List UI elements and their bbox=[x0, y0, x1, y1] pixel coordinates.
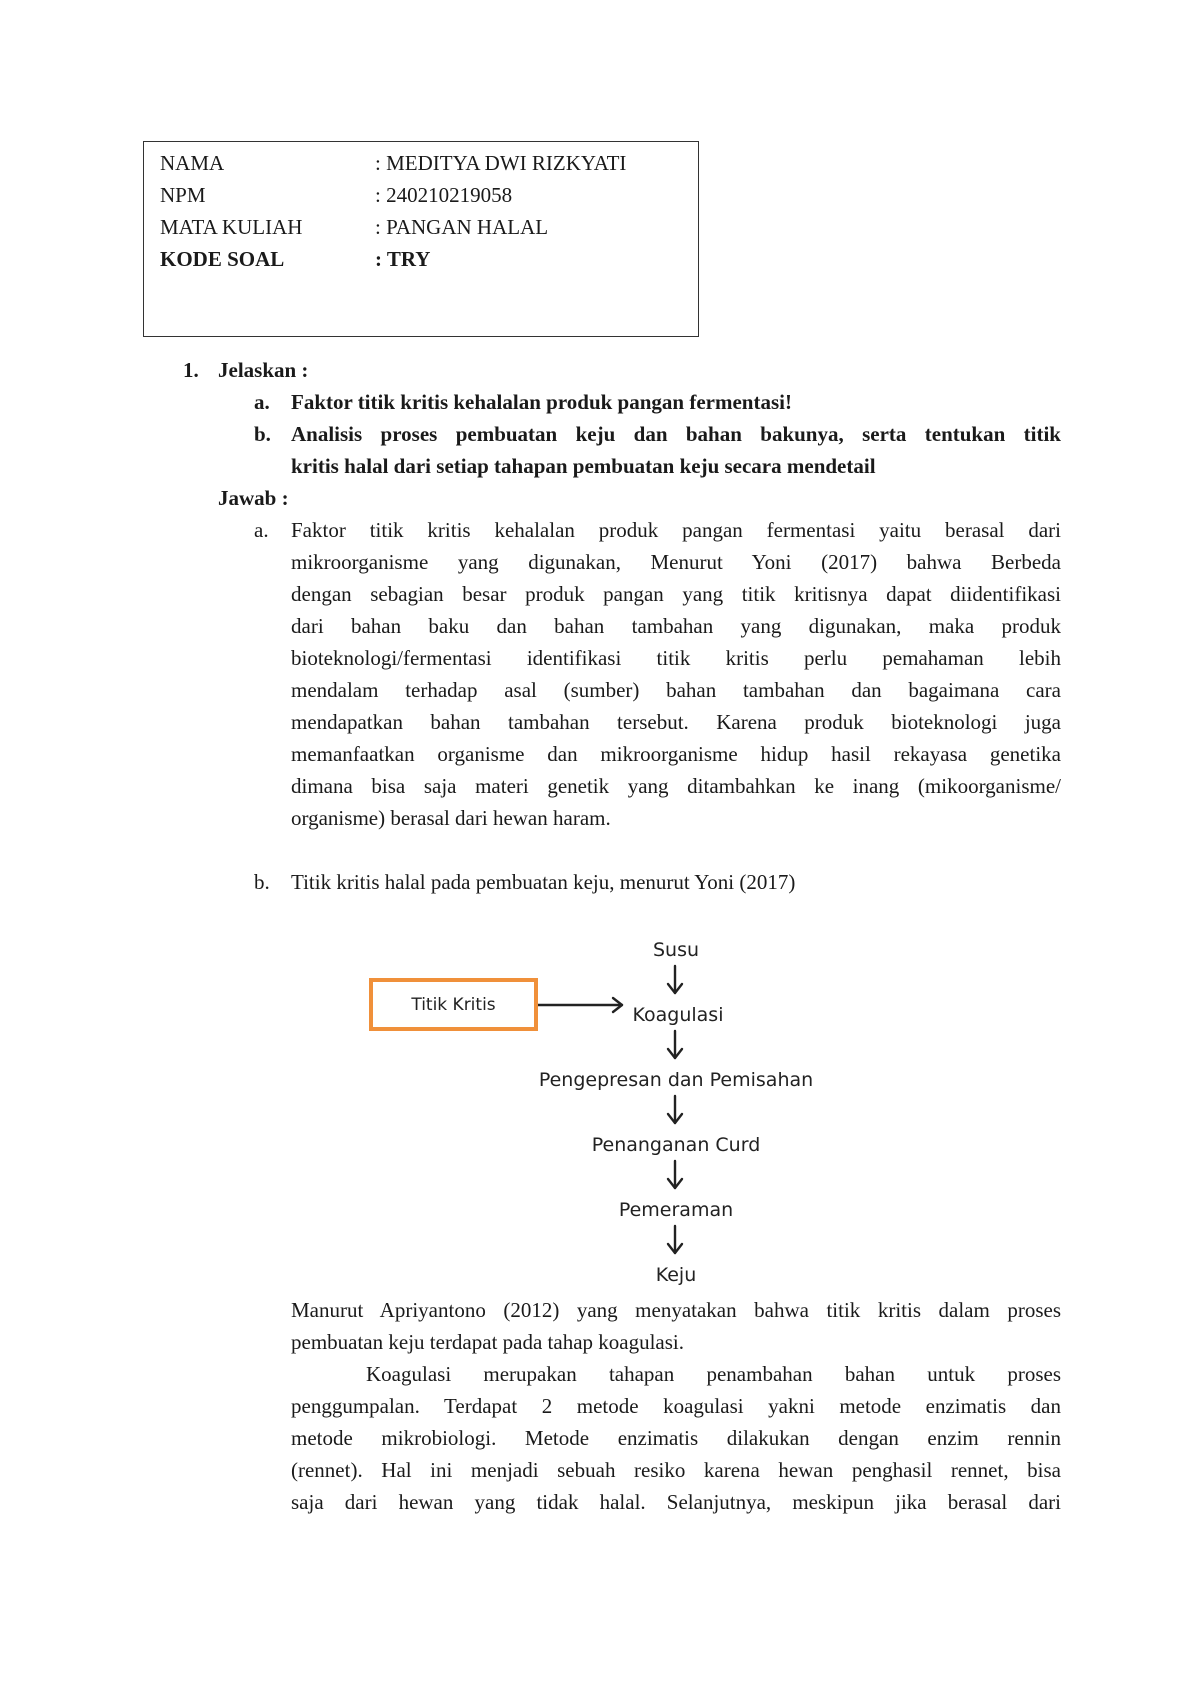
flow-step-keju: Keju bbox=[655, 1264, 697, 1286]
answer-a-marker: a. bbox=[254, 518, 269, 542]
answer-a-line: dimana bisa saja materi genetik yang ditambahkan ke inang (mikoorganisme/ bbox=[291, 774, 1061, 798]
question-item-text: Faktor titik kritis kehalalan produk pangan fermentasi! bbox=[291, 390, 792, 414]
question-item-marker: b. bbox=[254, 422, 271, 446]
answer-a-line: memanfaatkan organisme dan mikroorganisme hidup hasil rekayasa genetika bbox=[291, 742, 1061, 766]
identity-label: MATA KULIAH bbox=[160, 215, 303, 239]
identity-value: : PANGAN HALAL bbox=[375, 215, 549, 239]
question-title: Jelaskan : bbox=[218, 358, 309, 382]
flow-step-pengepresan: Pengepresan dan Pemisahan bbox=[538, 1069, 814, 1091]
flow-arrow-1 bbox=[668, 966, 682, 993]
question-item-marker: a. bbox=[254, 390, 270, 414]
para2-line: saja dari hewan yang tidak halal. Selanjutnya, meskipun jika berasal dari bbox=[291, 1490, 1061, 1514]
answer-a-line: organisme) berasal dari hewan haram. bbox=[291, 806, 611, 830]
critical-point-box bbox=[369, 978, 538, 1031]
question-item-text: Analisis proses pembuatan keju dan bahan bakunya, serta tentukan titik bbox=[291, 422, 1061, 446]
identity-label: NPM bbox=[160, 183, 206, 207]
critical-point-label: Titik Kritis bbox=[411, 994, 496, 1015]
flow-arrow-4 bbox=[668, 1161, 682, 1188]
flow-arrow-5 bbox=[668, 1226, 682, 1253]
identity-box bbox=[143, 141, 699, 337]
answer-a-line: bioteknologi/fermentasi identifikasi titik kritis perlu pemahaman lebih bbox=[291, 646, 1061, 670]
answer-a-line: mendalam terhadap asal (sumber) bahan tambahan dan bagaimana cara bbox=[291, 678, 1061, 702]
para2-line: (rennet). Hal ini menjadi sebuah resiko karena hewan penghasil rennet, bisa bbox=[291, 1458, 1061, 1482]
identity-value: : 240210219058 bbox=[375, 183, 513, 207]
para2-line: penggumpalan. Terdapat 2 metode koagulasi yakni metode enzimatis dan bbox=[291, 1394, 1061, 1418]
flow-arrow-3 bbox=[668, 1096, 682, 1123]
flow-step-penanganan-curd: Penanganan Curd bbox=[591, 1134, 761, 1156]
answer-b-marker: b. bbox=[254, 870, 270, 894]
identity-label: KODE SOAL bbox=[160, 247, 285, 271]
para2-line: Koagulasi merupakan tahapan penambahan bahan untuk proses bbox=[366, 1362, 1061, 1386]
answer-b-intro: Titik kritis halal pada pembuatan keju, menurut Yoni (2017) bbox=[291, 870, 796, 894]
answer-a-line: mikroorganisme yang digunakan, Menurut Yoni (2017) bahwa Berbeda bbox=[291, 550, 1061, 574]
para1-line: pembuatan keju terdapat pada tahap koagulasi. bbox=[291, 1330, 685, 1354]
flow-step-pemeraman: Pemeraman bbox=[618, 1199, 734, 1221]
answer-a-line: Faktor titik kritis kehalalan produk pangan fermentasi yaitu berasal dari bbox=[291, 518, 1061, 542]
para1-line: Manurut Apriyantono (2012) yang menyatakan bahwa titik kritis dalam proses bbox=[291, 1298, 1061, 1322]
answer-a-line: dari bahan baku dan bahan tambahan yang digunakan, maka produk bbox=[291, 614, 1061, 638]
question-number: 1. bbox=[183, 358, 199, 382]
identity-label: NAMA bbox=[160, 151, 225, 175]
flow-step-susu: Susu bbox=[652, 939, 700, 961]
flow-step-koagulasi: Koagulasi bbox=[632, 1004, 724, 1026]
answer-a-line: dengan sebagian besar produk pangan yang titik kritisnya dapat diidentifikasi bbox=[291, 582, 1061, 606]
question-item-text: kritis halal dari setiap tahapan pembuatan keju secara mendetail bbox=[291, 454, 876, 478]
answer-a-line: mendapatkan bahan tambahan tersebut. Karena produk bioteknologi juga bbox=[291, 710, 1061, 734]
para2-line: metode mikrobiologi. Metode enzimatis dilakukan dengan enzim rennin bbox=[291, 1426, 1061, 1450]
answer-heading: Jawab : bbox=[218, 486, 289, 510]
identity-value: : MEDITYA DWI RIZKYATI bbox=[375, 151, 627, 175]
identity-value: : TRY bbox=[375, 247, 431, 271]
flow-arrow-2 bbox=[668, 1031, 682, 1058]
